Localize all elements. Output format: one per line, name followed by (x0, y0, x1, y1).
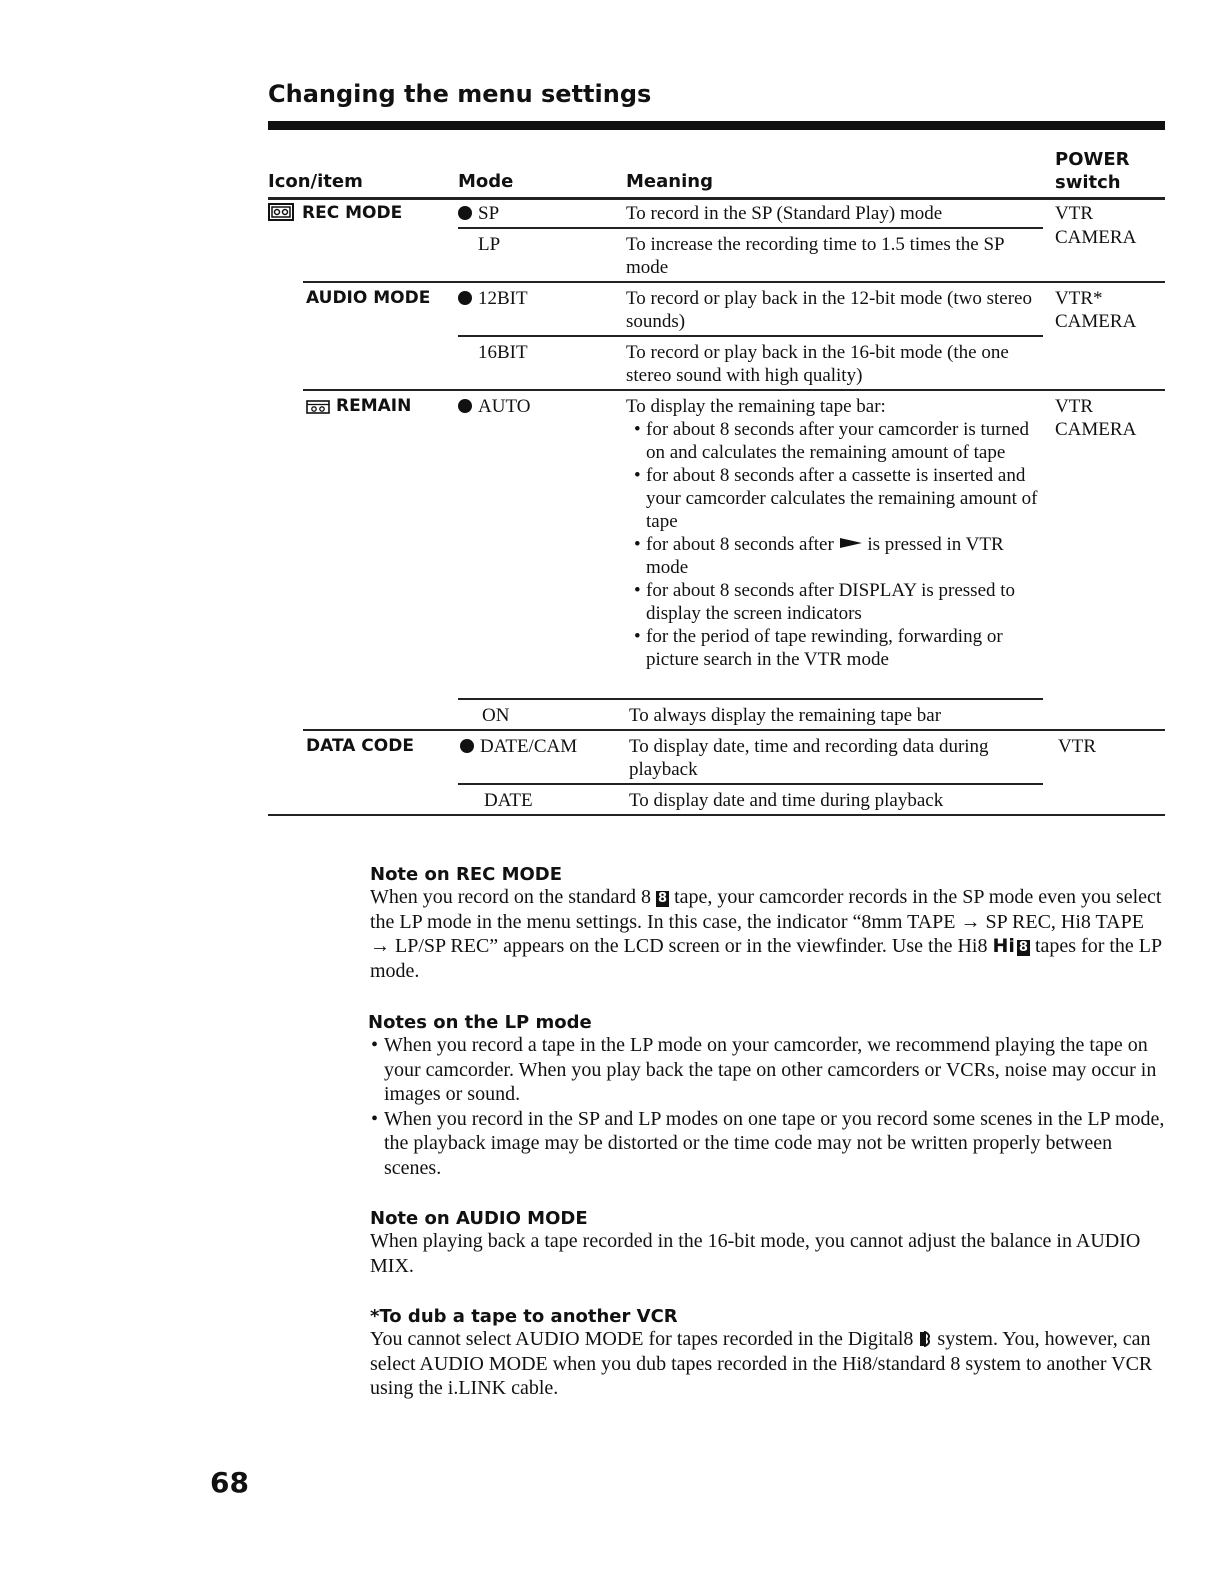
title-rule (268, 121, 1165, 130)
remain-item (306, 396, 411, 416)
remain-auto-bullets (626, 418, 1041, 671)
list-item: • for about 8 seconds after a cassette is inserted and your camcorder calculates the remaining amount of tape (626, 464, 1041, 533)
note-rec-text3: tapes for the LP mode. (370, 935, 1162, 982)
rec-sp-mode (458, 202, 499, 225)
note-lp-body (368, 1033, 1165, 1180)
tape-remain-icon (306, 400, 330, 414)
remain-auto-label: AUTO (478, 396, 531, 417)
play-bullet-head: for about 8 seconds after (646, 534, 834, 555)
note-lp-list (368, 1033, 1165, 1180)
header-meaning: Meaning (626, 171, 713, 192)
audio-mode-item: AUDIO MODE (306, 288, 431, 308)
note-rec-text2: tape, your camcorder records in the SP mode even you select the LP mode in the menu settings. In this case, the indicator “8mm TAPE → SP REC, Hi8 TAPE → LP/SP REC” appears on the LCD screen or in the viewfinder. Use the Hi8 (370, 886, 1162, 957)
rec-lp-mode: LP (478, 234, 501, 255)
row-rule (458, 227, 1043, 229)
section-rule (303, 389, 1165, 391)
list-item: • for about 8 seconds after your camcorder is turned on and calculates the remaining amount of tape (626, 418, 1041, 464)
row-rule (458, 335, 1043, 337)
note-lp (368, 1012, 1165, 1180)
section-rule (303, 281, 1165, 283)
audio-power-camera: CAMERA (1055, 311, 1137, 332)
default-dot-icon (458, 399, 472, 413)
audio-16bit-mode: 16BIT (478, 342, 528, 363)
audio-12bit-label: 12BIT (478, 288, 528, 309)
digital8-logo-icon (918, 1331, 932, 1347)
data-date-meaning: To display date and time during playback (629, 790, 944, 811)
list-item: • When you record a tape in the LP mode on your camcorder, we recommend playing the tape on your camcorder. When you play back the tape on other camcorders or VCRs, noise may occur in images or sound. (368, 1033, 1165, 1107)
list-item: • for the period of tape rewinding, forwarding or picture search in the VTR mode (626, 625, 1041, 671)
page-number: 68 (210, 1466, 249, 1499)
note-dub (370, 1306, 1165, 1401)
header-icon-item: Icon/item (268, 171, 363, 192)
rec-mode-label: REC MODE (302, 203, 403, 223)
note-audio (370, 1208, 1170, 1278)
note-dub-heading: *To dub a tape to another VCR (370, 1306, 678, 1327)
note-dub-body (370, 1327, 1165, 1401)
note-rec (370, 864, 1165, 983)
rec-sp-meaning: To record in the SP (Standard Play) mode (626, 203, 943, 224)
note-rec-text1: When you record on the standard 8 (370, 886, 652, 908)
header-power (1055, 148, 1130, 194)
note-audio-heading: Note on AUDIO MODE (370, 1208, 588, 1229)
list-item (626, 533, 1041, 579)
section-rule (303, 729, 1165, 731)
audio-12bit-mode (458, 287, 528, 310)
rec-power-vtr: VTR (1055, 203, 1093, 224)
note-rec-heading: Note on REC MODE (370, 864, 563, 885)
tape-icon (268, 203, 294, 221)
header-power-line2: switch (1055, 172, 1121, 193)
data-datecam-meaning: To display date, time and recording data during playback (629, 736, 989, 780)
remain-on-meaning: To always display the remaining tape bar (629, 705, 942, 726)
default-dot-icon (458, 291, 472, 305)
header-rule (268, 197, 1165, 200)
row-rule (458, 783, 1043, 785)
audio-power-vtr: VTR* (1055, 288, 1103, 309)
default-dot-icon (458, 206, 472, 220)
remain-label: REMAIN (336, 396, 412, 416)
data-date-mode: DATE (484, 790, 533, 811)
remain-auto-mode (458, 395, 530, 418)
standard8-logo-icon: 8 (658, 891, 668, 906)
audio-12bit-meaning: To record or play back in the 12-bit mode (two stereo sounds) (626, 288, 1032, 332)
remain-on-mode: ON (482, 705, 510, 726)
data-power-vtr: VTR (1058, 736, 1096, 757)
list-item: • for about 8 seconds after DISPLAY is pressed to display the screen indicators (626, 579, 1041, 625)
page-title: Changing the menu settings (268, 80, 652, 108)
remain-power-camera: CAMERA (1055, 419, 1137, 440)
hi8-logo-icon: Hi 8 (992, 935, 1028, 957)
data-datecam-label: DATE/CAM (480, 736, 578, 757)
header-power-line1: POWER (1055, 149, 1130, 170)
rec-power-camera: CAMERA (1055, 227, 1137, 248)
header-mode: Mode (458, 171, 514, 192)
note-audio-body: When playing back a tape recorded in the 16-bit mode, you cannot adjust the balance in AUDIO MIX. (370, 1230, 1141, 1277)
remain-auto-intro: To display the remaining tape bar: (626, 396, 886, 417)
note-dub-text1: You cannot select AUDIO MODE for tapes recorded in the Digital8 (370, 1328, 914, 1350)
note-rec-body (370, 885, 1165, 983)
note-dub-text2: system. You, however, can select AUDIO MODE when you dub tapes recorded in the Hi8/standard 8 system to another VCR using the i.LINK cable. (370, 1328, 1153, 1399)
rec-sp-label: SP (478, 203, 500, 224)
note-lp-heading: Notes on the LP mode (368, 1012, 592, 1033)
default-dot-icon (460, 739, 474, 753)
remain-auto-meaning (626, 395, 1041, 671)
audio-16bit-meaning: To record or play back in the 16-bit mode (the one stereo sound with high quality) (626, 342, 1009, 386)
data-code-item: DATA CODE (306, 736, 414, 756)
remain-power-vtr: VTR (1055, 396, 1093, 417)
play-icon (839, 537, 863, 549)
data-datecam-mode (460, 735, 577, 758)
play-bullet-tail: is pressed in VTR mode (646, 534, 1004, 578)
row-rule (458, 698, 1043, 700)
list-item: • When you record in the SP and LP modes on one tape or you record some scenes in the LP mode, the playback image may be distorted or the time code may not be written properly between scenes. (368, 1107, 1165, 1181)
rec-mode-item (268, 203, 402, 223)
rec-lp-meaning: To increase the recording time to 1.5 times the SP mode (626, 234, 1004, 278)
table-bottom-rule (268, 814, 1165, 816)
